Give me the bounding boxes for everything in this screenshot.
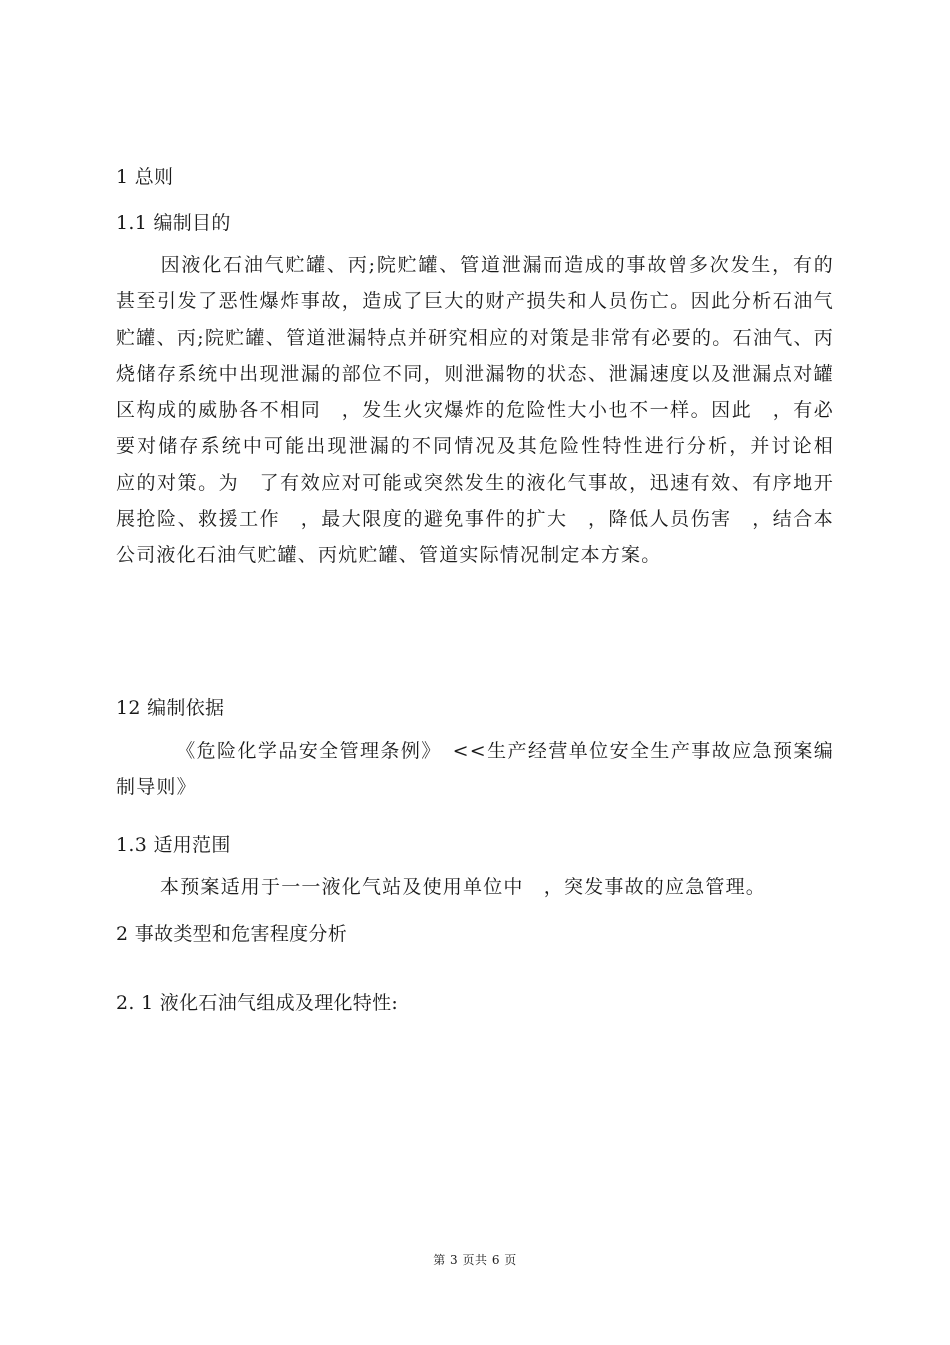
- paragraph-scope-text: 本预案适用于一一液化气站及使用单位中 ，突发事故的应急管理。: [160, 876, 767, 898]
- section-heading-2: 2 事故类型和危害程度分析: [116, 923, 348, 945]
- paragraph-scope: [116, 869, 834, 905]
- section-heading-1: 1 总则: [116, 166, 174, 188]
- page-footer: 第 3 页共 6 页: [433, 1253, 517, 1267]
- paragraph-basis: [116, 733, 834, 806]
- paragraph-purpose: [116, 247, 855, 574]
- paragraph-purpose-text: 因液化石油气贮罐、丙;院贮罐、管道泄漏而造成的事故曾多次发生，有的甚至引发了恶性爆炸事故，造成了巨大的财产损失和人员伤亡。因此分析石油气贮罐、丙;院贮罐、管道泄漏特点并研究相应的对策是非常有必要的。石油气、丙烧储存系统中出现泄漏的部位不同，则泄漏物的状态、泄漏速度以及泄漏点对罐区构成的威胁各不相同 ，发生火灾爆炸的危险性大小也不一样。因此 ，有必要对储存系统中可能出现泄漏的不同情况及其危险性特性进行分析，并讨论相 应的对策。为 了有效应对可能或突然发生的液化气事故，迅速有效、有序地开展抢险、救援工作 ，最大限度的避免事件的扩大 ，降低人员伤害 ，结合本公司液化石油气贮罐、丙炕贮罐、管道实际情况制定本方案。: [116, 254, 855, 567]
- section-heading-2-1: 2. 1 液化石油气组成及理化特性:: [116, 992, 399, 1014]
- section-heading-1-1: 1.1 编制目的: [116, 212, 231, 234]
- paragraph-basis-text: 《危险化学品安全管理条例》 <<生产经营单位安全生产事故应急预案编制导则》: [116, 740, 834, 799]
- section-heading-1-3: 1.3 适用范围: [116, 834, 231, 856]
- section-heading-1-2: 12 编制依据: [116, 697, 225, 719]
